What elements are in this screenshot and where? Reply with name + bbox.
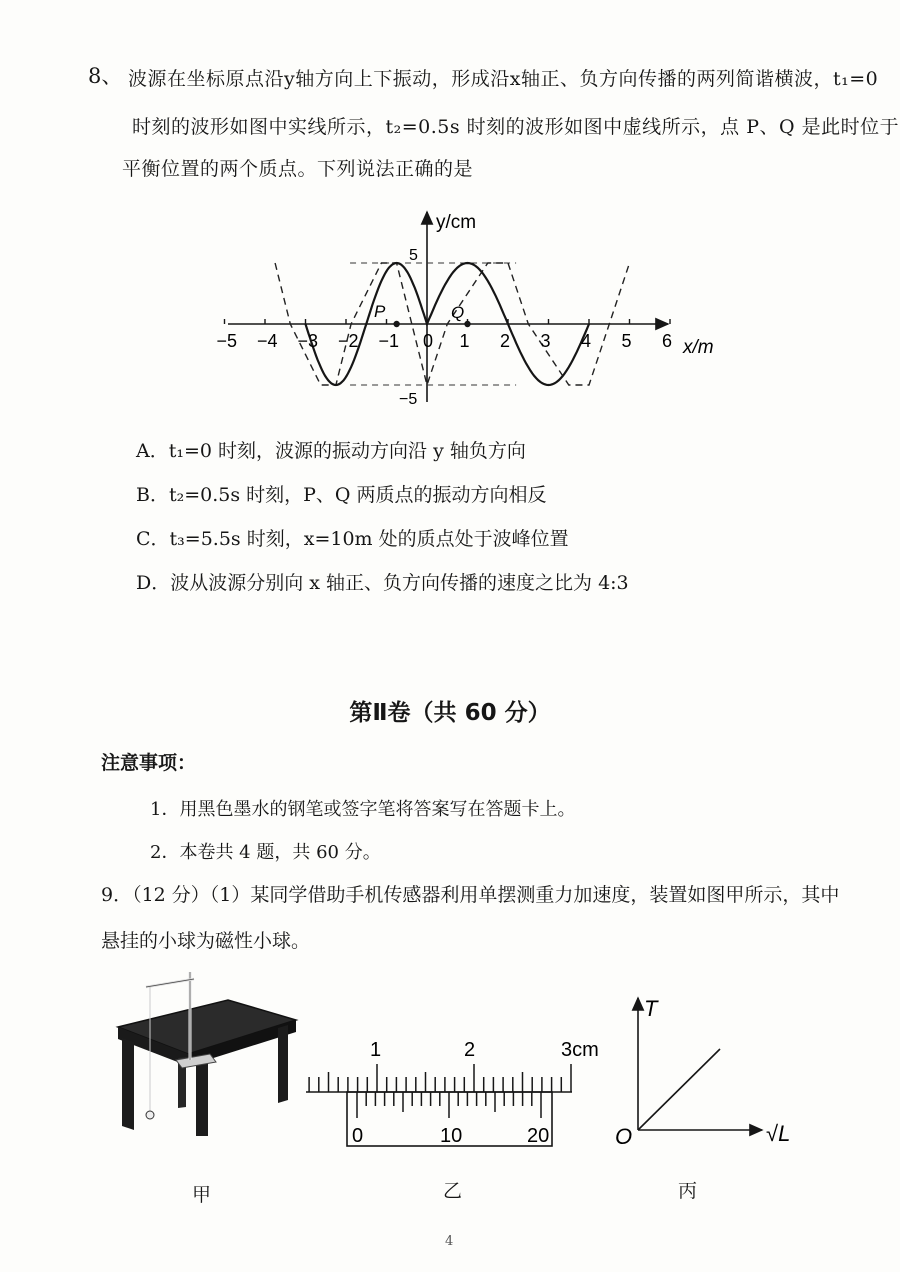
- origin-label: O: [615, 1124, 633, 1149]
- note-2: 2．本卷共 4 题，共 60 分。: [150, 842, 381, 863]
- x-tick-label: −5: [216, 331, 238, 351]
- x-tick-label: −3: [297, 331, 319, 351]
- page-number: 4: [445, 1234, 454, 1249]
- vernier-scale-ticks: [357, 1092, 541, 1118]
- option-b-text: t₂=0.5s 时刻，P、Q 两质点的振动方向相反: [168, 484, 547, 506]
- option-c-text: t₃=5.5s 时刻，x=10m 处的质点处于波峰位置: [169, 528, 569, 550]
- main-scale-ticks: [309, 1064, 571, 1092]
- option-a-label: A．: [136, 440, 169, 462]
- x-tick-label: −2: [338, 331, 359, 351]
- question-8-line-3: 平衡位置的两个质点。下列说法正确的是: [122, 158, 474, 180]
- option-d: [136, 568, 629, 595]
- x-tick-label: −1: [378, 331, 400, 351]
- section-2-title: 第Ⅱ卷（共 60 分）: [349, 700, 551, 726]
- t-sqrt-l-graph: [610, 992, 805, 1152]
- caption-jia: 甲: [192, 1184, 212, 1206]
- t-axis-label: T: [644, 996, 658, 1021]
- main-label-1: 1: [370, 1039, 382, 1061]
- x-axis-label: x/m: [683, 337, 714, 358]
- x-tick-label: 1: [459, 331, 470, 351]
- question-9-line-2: 悬挂的小球为磁性小球。: [101, 930, 311, 952]
- pendulum-apparatus-figure: [108, 962, 298, 1137]
- option-c: [136, 524, 569, 551]
- option-c-label: C．: [136, 528, 170, 550]
- notes-title: 注意事项：: [101, 752, 197, 774]
- x-tick-label: 6: [662, 331, 673, 351]
- option-b: [136, 480, 547, 507]
- option-a-text: t₁=0 时刻，波源的振动方向沿 y 轴负方向: [168, 440, 526, 462]
- y-tick-bottom: −5: [399, 391, 418, 408]
- x-tick-label: 0: [423, 331, 434, 351]
- x-tick-label: −4: [257, 331, 278, 351]
- option-a: [136, 436, 526, 463]
- point-q-marker: [464, 321, 470, 327]
- question-8-line-1: 波源在坐标原点沿y轴方向上下振动，形成沿x轴正、负方向传播的两列简谐横波，t₁=0: [128, 68, 879, 90]
- y-tick-top: 5: [409, 247, 418, 264]
- x-tick-label: 5: [621, 331, 632, 351]
- x-tick-label: 2: [500, 331, 511, 351]
- question-9-line-1: 9．（12 分）（1）某同学借助手机传感器利用单摆测重力加速度，装置如图甲所示，其中: [101, 884, 840, 906]
- note-1: 1．用黑色墨水的钢笔或签字笔将答案写在答题卡上。: [150, 799, 576, 820]
- option-d-label: D．: [136, 572, 171, 594]
- point-p-label: P: [374, 302, 386, 321]
- vernier-label-20: 20: [527, 1125, 550, 1147]
- caption-bing: 丙: [678, 1180, 698, 1202]
- main-label-2: 2: [464, 1039, 476, 1061]
- y-axis-label: y/cm: [436, 212, 477, 233]
- vernier-label-10: 10: [440, 1125, 463, 1147]
- vernier-caliper-figure: [300, 1028, 599, 1154]
- main-label-3cm: 3cm: [561, 1039, 599, 1061]
- point-q-label: Q: [451, 303, 465, 322]
- option-d-text: 波从波源分别向 x 轴正、负方向传播的速度之比为 4:3: [170, 572, 629, 594]
- vernier-label-0: 0: [352, 1125, 364, 1147]
- caption-yi: 乙: [443, 1180, 463, 1202]
- sqrt-l-label: √L: [766, 1121, 791, 1146]
- point-p-marker: [393, 321, 399, 327]
- t-line: [638, 1049, 720, 1130]
- question-8-line-2: 时刻的波形如图中实线所示，t₂=0.5s 时刻的波形如图中虚线所示，点 P、Q 是此时位于: [132, 116, 900, 138]
- x-tick-label: 4: [581, 331, 592, 351]
- wave-graph: [210, 200, 730, 420]
- x-tick-label: 3: [540, 331, 551, 351]
- option-b-label: B．: [136, 484, 169, 506]
- question-8-number: 8、: [88, 64, 123, 88]
